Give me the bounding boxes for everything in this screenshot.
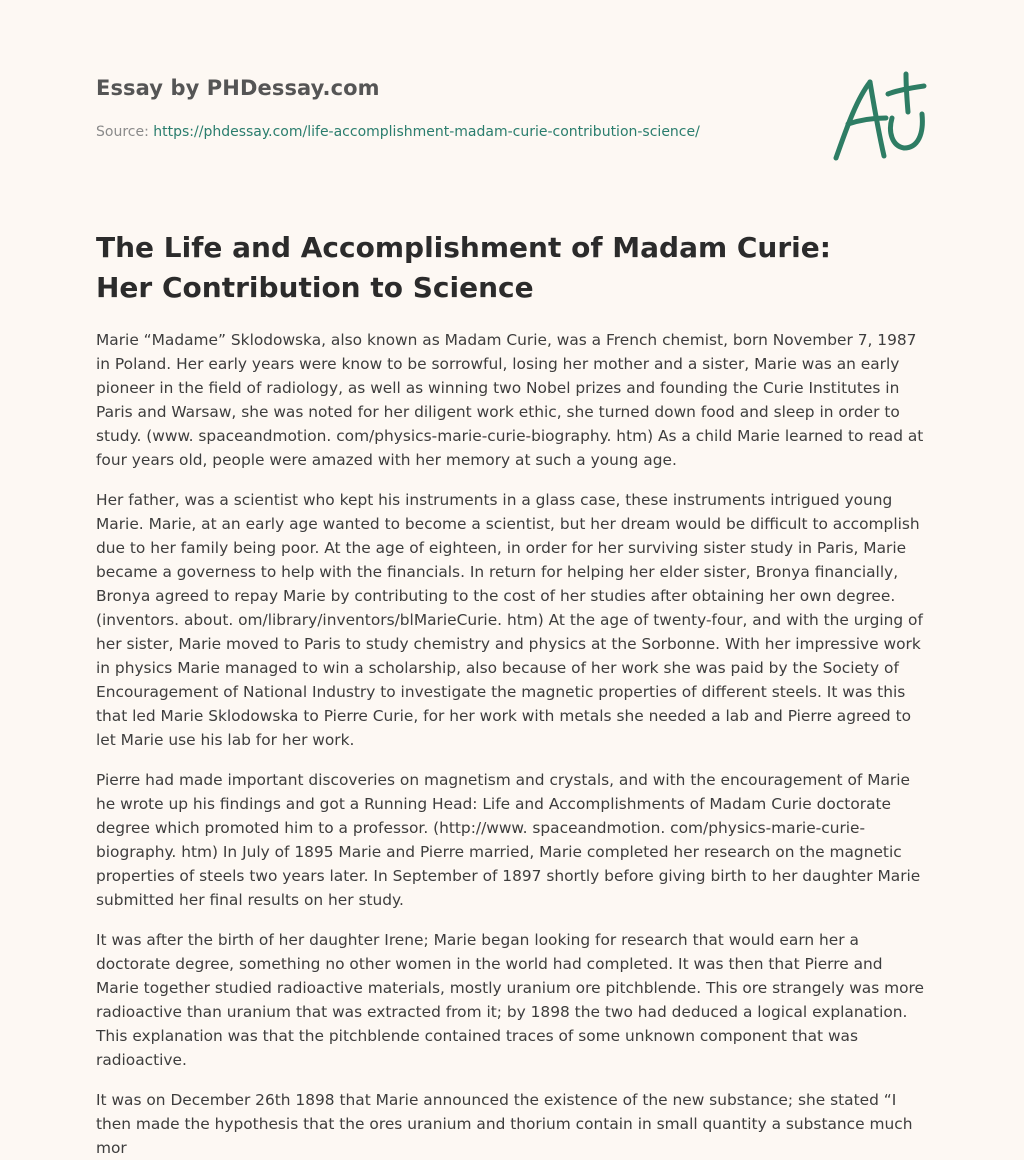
- paragraph: Pierre had made important discoveries on magnetism and crystals, and with the encouragement of Marie he wrote up his findings and got a Running Head: Life and Accomplishments of Madam Curie doctorate degree which promoted him to a professor. (http://www. spaceandmotion. com/physics-marie-curie-biography. htm) In July of 1895 Marie and Pierre married, Marie completed her research on the magnetic properties of steels two years later. In September of 1897 shortly before giving birth to her daughter Marie submitted her final results on her study.: [96, 771, 921, 909]
- essay-title: The Life and Accomplishment of Madam Curie: Her Contribution to Science: [96, 231, 831, 304]
- a-plus-grade-icon: [828, 68, 928, 164]
- source-line: [96, 124, 700, 140]
- page-header: [96, 0, 928, 190]
- paragraph: Marie “Madame” Sklodowska, also known as Madam Curie, was a French chemist, born November 7, 1987 in Poland. Her early years were know to be sorrowful, losing her mother and a sister, Marie was an early pioneer in the field of radiology, as well as winning two Nobel prizes and founding the Curie Institutes in Paris and Warsaw, she was noted for her diligent work ethic, she turned down food and sleep in order to study. (www. spaceandmotion. com/physics-marie-curie-biography. htm) As a child Marie learned to read at four years old, people were amazed with her memory at such a young age.: [96, 331, 924, 469]
- paragraph: Her father, was a scientist who kept his instruments in a glass case, these instruments intrigued young Marie. Marie, at an early age wanted to become a scientist, but her dream would be difficult to accomplish due to her family being poor. At the age of eighteen, in order for her surviving sister study in Paris, Marie became a governess to help with the financials. In return for helping her elder sister, Bronya financially, Bronya agreed to repay Marie by contributing to the cost of her studies after obtaining her own degree. (inventors. about. om/library/inventors/blMarieCurie. htm) At the age of twenty-four, and with the urging of her sister, Marie moved to Paris to study chemistry and physics at the Sorbonne. With her impressive work in physics Marie managed to win a scholarship, also because of her work she was paid by the Society of Encouragement of National Industry to investigate the magnetic properties of different steels. It was this that led Marie Sklodowska to Pierre Curie, for her work with metals she needed a lab and Pierre agreed to let Marie use his lab for her work.: [96, 491, 923, 749]
- source-label: Source:: [96, 124, 149, 140]
- essay-body: [96, 328, 928, 1160]
- source-link[interactable]: https://phdessay.com/life-accomplishment-madam-curie-contribution-science/: [153, 124, 700, 140]
- site-brand: Essay by PHDessay.com: [96, 76, 380, 100]
- paragraph: It was after the birth of her daughter Irene; Marie began looking for research that would earn her a doctorate degree, something no other women in the world had completed. It was then that Pierre and Marie together studied radioactive materials, mostly uranium ore pitchblende. This ore strangely was more radioactive than uranium that was extracted from it; by 1898 the two had deduced a logical explanation. This explanation was that the pitchblende contained traces of some unknown component that was radioactive.: [96, 931, 925, 1069]
- paragraph: It was on December 26th 1898 that Marie announced the existence of the new substance; she stated “I then made the hypothesis that the ores uranium and thorium contain in small quantity a substance much mor: [96, 1091, 913, 1157]
